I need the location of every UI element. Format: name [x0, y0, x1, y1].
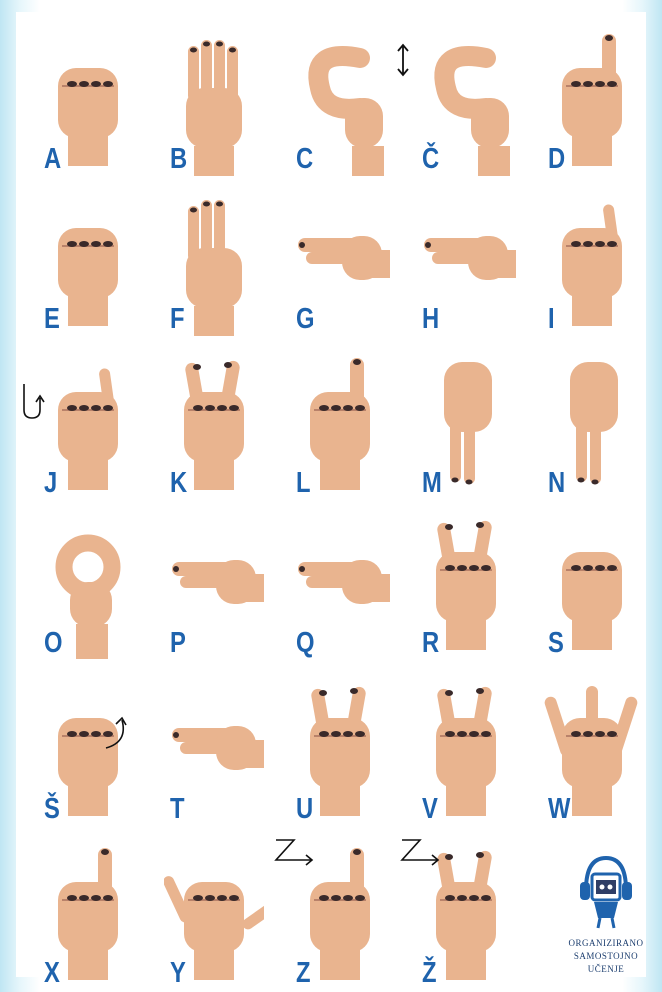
logo-line-3: UČENJE — [587, 964, 625, 974]
sign-cell-27 — [142, 832, 268, 992]
z-motion-arrow-icon — [398, 836, 444, 866]
sign-cell-5 — [520, 18, 646, 178]
sign-cell-10 — [520, 178, 646, 338]
j-curve-arrow-icon — [16, 382, 46, 422]
sign-cell-22 — [142, 668, 268, 828]
sign-cell-7 — [142, 178, 268, 338]
letter-label: E — [44, 303, 60, 335]
sign-cell-20 — [520, 502, 646, 662]
vertical-arrow-icon — [396, 42, 410, 78]
letter-label: A — [44, 143, 62, 175]
letter-label: U — [296, 793, 314, 825]
letter-label: J — [44, 467, 58, 499]
sign-cell-3 — [268, 18, 394, 178]
letter-label: N — [548, 467, 566, 499]
sign-cell-16 — [16, 502, 142, 662]
letter-label: Ž — [422, 957, 437, 989]
letter-label: I — [548, 303, 555, 335]
letter-label: Q — [296, 627, 315, 659]
sign-cell-21 — [16, 668, 142, 828]
hand-sign-image — [542, 188, 642, 338]
sign-cell-2 — [142, 18, 268, 178]
letter-label: L — [296, 467, 311, 499]
sign-cell-12 — [142, 342, 268, 502]
sign-cell-26 — [16, 832, 142, 992]
letter-label: T — [170, 793, 185, 825]
letter-label: C — [296, 143, 314, 175]
sign-cell-13 — [268, 342, 394, 502]
sign-cell-19 — [394, 502, 520, 662]
letter-label: F — [170, 303, 185, 335]
sign-cell-25 — [520, 668, 646, 828]
letter-label: M — [422, 467, 442, 499]
sign-cell-17 — [142, 502, 268, 662]
sign-cell-23 — [268, 668, 394, 828]
letter-label: O — [44, 627, 63, 659]
letter-label: G — [296, 303, 315, 335]
letter-label: Z — [296, 957, 311, 989]
letter-label: P — [170, 627, 186, 659]
logo-line-2: SAMOSTOJNO — [573, 951, 639, 961]
sign-cell-15 — [520, 342, 646, 502]
letter-label: H — [422, 303, 440, 335]
letter-label: B — [170, 143, 188, 175]
sign-cell-18 — [268, 502, 394, 662]
sign-cell-9 — [394, 178, 520, 338]
sign-cell-28 — [268, 832, 394, 992]
sign-language-alphabet-poster — [16, 12, 646, 989]
sign-cell-29 — [394, 832, 520, 992]
letter-label: K — [170, 467, 188, 499]
sign-cell-1 — [16, 18, 142, 178]
logo — [556, 852, 656, 977]
z-motion-arrow-icon — [272, 836, 318, 866]
sign-cell-14 — [394, 342, 520, 502]
letter-label: X — [44, 957, 60, 989]
sign-cell-4 — [394, 18, 520, 178]
letter-label: Š — [44, 793, 60, 825]
letter-label: Y — [170, 957, 186, 989]
sign-cell-8 — [268, 178, 394, 338]
robot-headphones-icon — [576, 852, 636, 932]
rotate-arrow-icon — [102, 712, 132, 752]
letter-label: W — [548, 793, 571, 825]
sign-cell-11 — [16, 342, 142, 502]
letter-label: R — [422, 627, 440, 659]
letter-label: D — [548, 143, 566, 175]
sign-cell-24 — [394, 668, 520, 828]
letter-label: S — [548, 627, 564, 659]
logo-line-1: ORGANIZIRANO — [568, 938, 644, 948]
sign-cell-6 — [16, 178, 142, 338]
letter-label: Č — [422, 143, 440, 175]
letter-label: V — [422, 793, 438, 825]
